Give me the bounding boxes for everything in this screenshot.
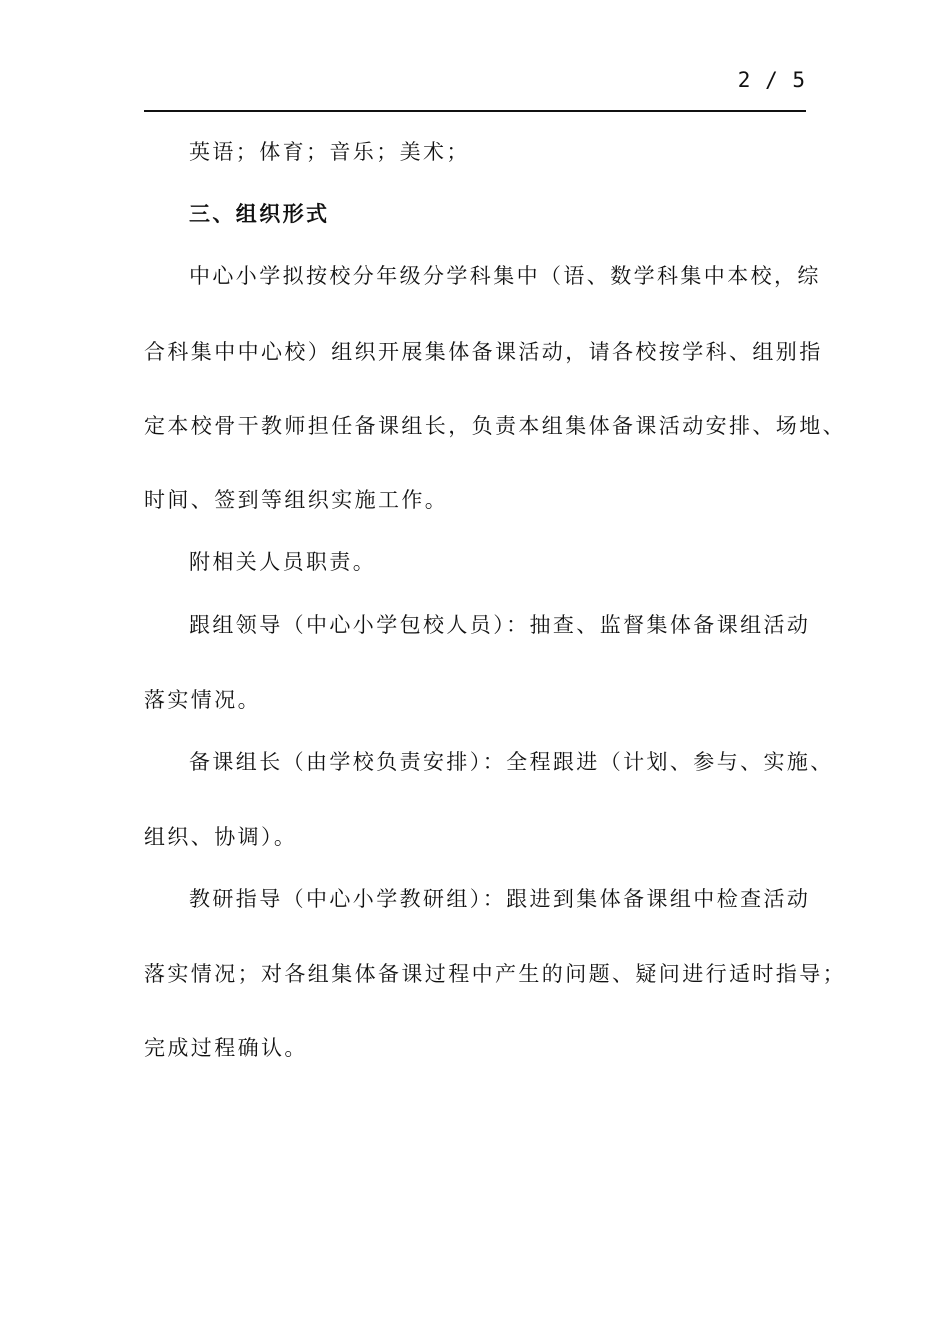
paragraph-line: 完成过程确认。 [144, 1036, 308, 1060]
paragraph-line: 中心小学拟按校分年级分学科集中（语、数学科集中本校，综 [189, 264, 821, 288]
paragraph-line: 落实情况。 [144, 688, 261, 712]
section-heading: 三、组织形式 [189, 202, 330, 226]
paragraph-line: 落实情况；对各组集体备课过程中产生的问题、疑问进行适时指导； [144, 962, 846, 986]
subjects-line: 英语；体育；音乐；美术； [189, 140, 470, 164]
header-divider [144, 110, 806, 112]
paragraph-line: 备课组长（由学校负责安排）：全程跟进（计划、参与、实施、 [189, 750, 834, 774]
page-number: 2 / 5 [737, 68, 806, 92]
paragraph-line: 组织、协调）。 [144, 825, 298, 849]
paragraph-line: 时间、签到等组织实施工作。 [144, 488, 449, 512]
paragraph-line: 定本校骨干教师担任备课组长，负责本组集体备课活动安排、场地、 [144, 414, 846, 438]
paragraph-line: 教研指导（中心小学教研组）：跟进到集体备课组中检查活动 [189, 887, 811, 911]
paragraph-line: 跟组领导（中心小学包校人员）：抽查、监督集体备课组活动 [189, 613, 811, 637]
paragraph-line: 合科集中中心校）组织开展集体备课活动，请各校按学科、组别指 [144, 340, 823, 364]
duties-intro: 附相关人员职责。 [189, 550, 377, 574]
